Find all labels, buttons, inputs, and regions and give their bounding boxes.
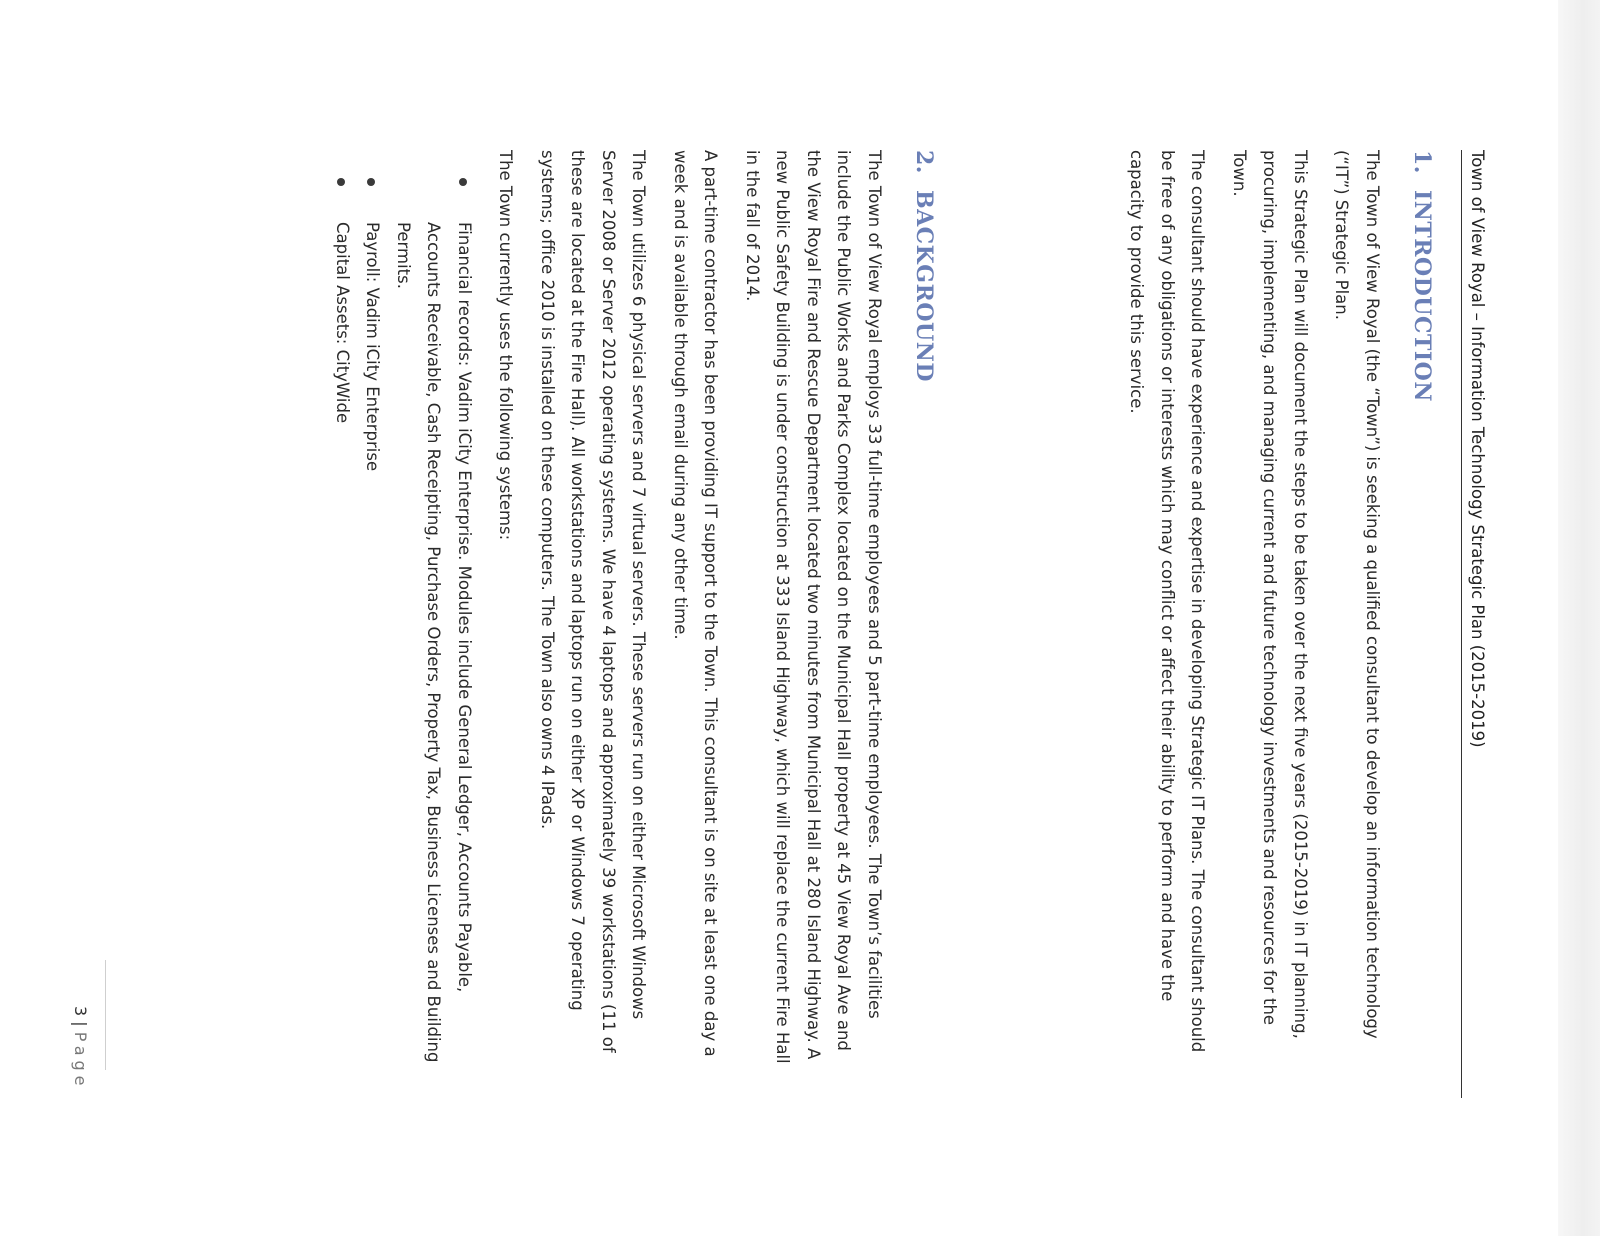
systems-list xyxy=(327,150,480,1070)
list-item xyxy=(327,150,358,1070)
introduction-paragraph: The Town of View Royal (the “Town”) is seeking a qualified consultant to develop an information technology (“IT”) Strategic Plan. xyxy=(1332,150,1382,1039)
introduction-paragraph: This Strategic Plan will document the steps to be taken over the next five years (2015-2019) in IT planning, procuring, implementing, and managing current and future technology investments and resources for the Town. xyxy=(1230,150,1310,1039)
section-background xyxy=(327,150,938,1070)
introduction-title: INTRODUCTION xyxy=(1409,190,1435,402)
background-heading xyxy=(911,150,937,1070)
list-item xyxy=(357,150,388,1070)
footer-rule xyxy=(105,960,106,1070)
bullet-icon xyxy=(368,178,376,186)
section-introduction xyxy=(1110,150,1435,1070)
background-title: BACKGROUND xyxy=(911,190,937,382)
page-number-value: 3 xyxy=(71,1006,90,1017)
page-number xyxy=(71,1006,90,1091)
background-paragraph: A part-time contractor has been providing IT support to the Town. This consultant is on site at least one day a week and is available through email during any other time. xyxy=(671,150,721,1057)
background-paragraph: The Town utilizes 6 physical servers and 7 virtual servers. These servers run on either Microsoft Windows Server 2008 or Server 2012 operating systems. We have 4 laptops and approximately 39 workstations (11 of these are located at the Fire Hall). All workstations and laptops run on either XP or Windows 7 operating systems; office 2010 is installed on these computers. The Town also owns 4 IPads. xyxy=(538,150,649,1053)
bullet-icon xyxy=(337,178,345,186)
bullet-icon xyxy=(459,178,467,186)
list-item-text: Capital Assets: CityWide xyxy=(333,222,352,424)
page-number-label: Page xyxy=(71,1031,90,1091)
list-item-text: Payroll: Vadim iCity Enterprise xyxy=(363,222,383,472)
header-rule xyxy=(1461,150,1462,1098)
introduction-paragraph: The consultant should have experience and expertise in developing Strategic IT Plans. The consultant should be free of any obligations or interests which may conflict or affect their ability to perform and have the capacity to provide this service. xyxy=(1127,150,1208,1053)
list-item xyxy=(388,150,480,1070)
introduction-number: 1. xyxy=(1409,150,1435,174)
page-number-separator: | xyxy=(71,1021,90,1027)
background-number: 2. xyxy=(911,150,937,174)
list-item-text: Financial records: Vadim iCity Enterprise. Modules include General Ledger, Accounts Payable, Accounts Receivable, Cash Receipting, Purchase Orders, Property Tax, Business Licenses and Building Permits. xyxy=(394,222,474,1063)
background-paragraph: The Town of View Royal employs 33 full-time employees and 5 part-time employees. The Town’s facilities include the Public Works and Parks Complex located on the Municipal Hall property at 45 View Royal Ave and the View Royal Fire and Rescue Department located two minutes from Municipal Hall at 280 Island Highway. A new Public Safety Building is under construction at 333 Island Highway, which will replace the current Fire Hall in the fall of 2014. xyxy=(743,150,884,1064)
running-header: Town of View Royal – Information Technology Strategic Plan (2015-2019) xyxy=(1468,150,1487,748)
introduction-heading xyxy=(1409,150,1435,1070)
background-paragraph: The Town currently uses the following systems: xyxy=(496,150,516,541)
